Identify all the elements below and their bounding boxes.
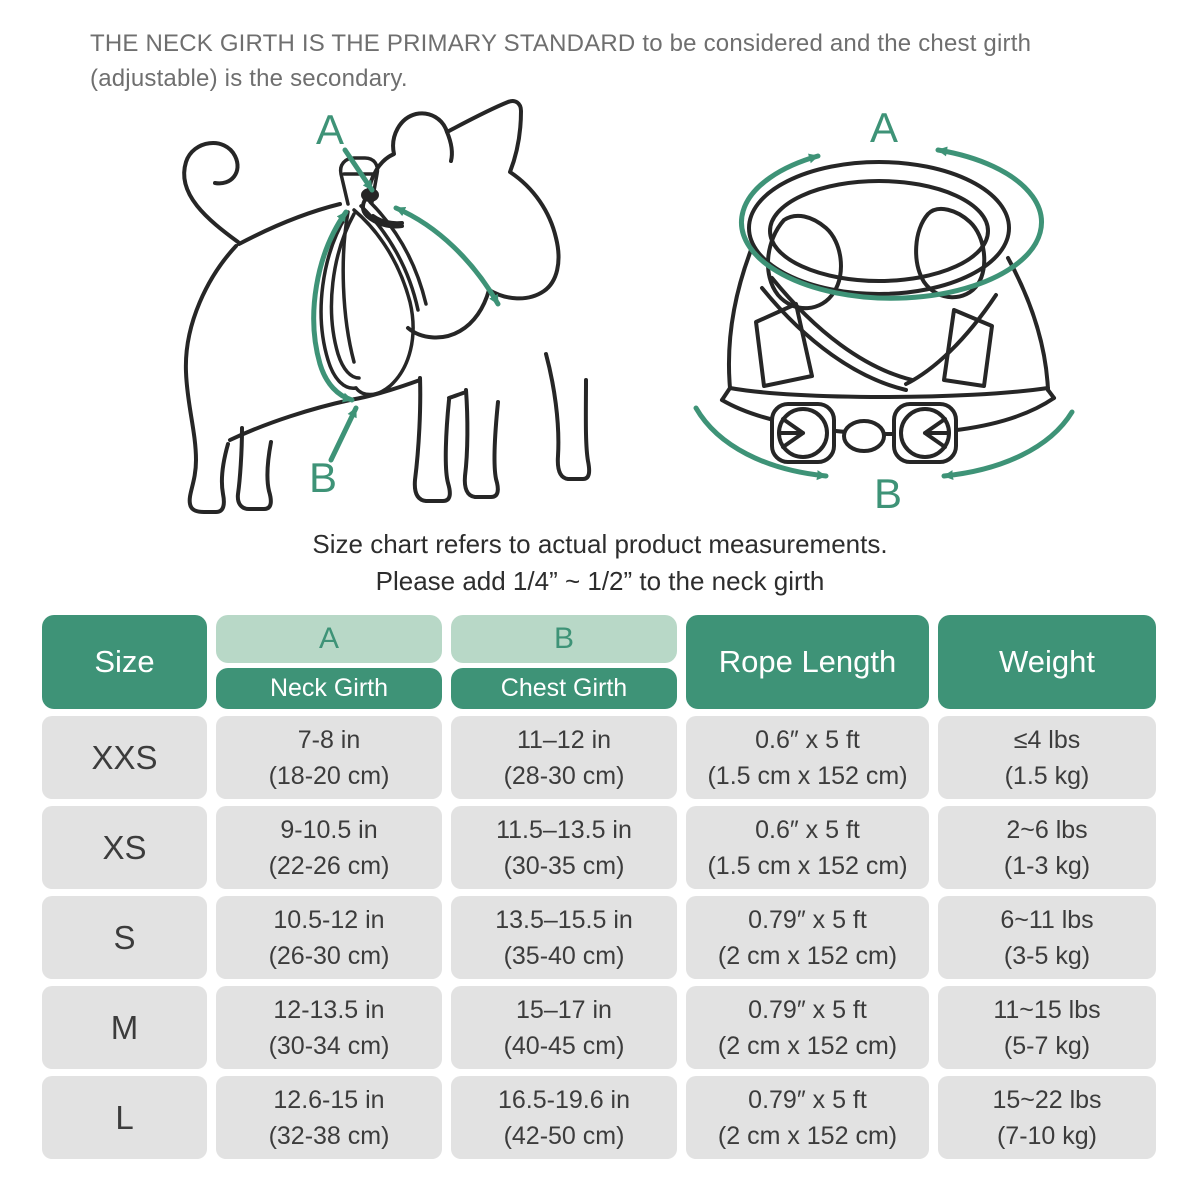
size-cell: XS — [42, 806, 207, 889]
table-row-l — [42, 1076, 1158, 1159]
neck-girth-cell — [216, 716, 442, 799]
chest-girth-inches: 11–12 in — [516, 725, 612, 754]
dog-measurement-illustration — [118, 92, 600, 524]
table-row-m — [42, 986, 1158, 1069]
chest-girth-cm: (28-30 cm) — [503, 761, 625, 790]
rope-length-cm: (1.5 cm x 152 cm) — [707, 851, 908, 880]
weight-lbs: 15~22 lbs — [992, 1085, 1102, 1114]
header-size: Size — [42, 615, 207, 709]
neck-girth-cell — [216, 896, 442, 979]
chest-girth-cm: (42-50 cm) — [503, 1121, 625, 1150]
size-cell: L — [42, 1076, 207, 1159]
harness-measurement-illustration — [666, 90, 1128, 520]
rope-length-cm: (2 cm x 152 cm) — [717, 941, 898, 970]
rope-length-cm: (2 cm x 152 cm) — [717, 1121, 898, 1150]
measure-a-pointer-arrow-icon — [345, 150, 372, 190]
neck-girth-cell — [216, 806, 442, 889]
table-header — [42, 615, 1158, 709]
neck-girth-inches: 7-8 in — [297, 725, 361, 754]
rope-length-cell — [686, 716, 929, 799]
chest-girth-cell — [451, 716, 677, 799]
harness-buckles — [772, 404, 956, 462]
header-neck-girth: Neck Girth — [216, 668, 442, 709]
neck-girth-inches: 12.6-15 in — [273, 1085, 385, 1114]
rope-length-inches: 0.79″ x 5 ft — [748, 905, 867, 934]
rope-length-inches: 0.6″ x 5 ft — [755, 725, 860, 754]
chest-girth-inches: 15–17 in — [516, 995, 612, 1024]
intro-line-1: THE NECK GIRTH IS THE PRIMARY STANDARD to be considered and the chest girth — [90, 30, 1032, 57]
weight-lbs: 11~15 lbs — [993, 995, 1101, 1024]
weight-kg: (3-5 kg) — [1003, 941, 1091, 970]
chest-girth-cm: (30-35 cm) — [503, 851, 625, 880]
rope-length-inches: 0.79″ x 5 ft — [748, 995, 867, 1024]
neck-girth-cm: (18-20 cm) — [268, 761, 390, 790]
harness-label-b: B — [873, 470, 903, 517]
weight-lbs: 2~6 lbs — [1006, 815, 1088, 844]
caption-line-1: Size chart refers to actual product measurements. — [312, 529, 888, 559]
header-weight: Weight — [938, 615, 1156, 709]
weight-cell — [938, 1076, 1156, 1159]
chest-girth-cell — [451, 986, 677, 1069]
rope-length-cm: (1.5 cm x 152 cm) — [707, 761, 908, 790]
neck-girth-cm: (22-26 cm) — [268, 851, 390, 880]
table-row-s — [42, 896, 1158, 979]
chest-girth-inches: 11.5–13.5 in — [496, 815, 632, 844]
header-chest-girth: Chest Girth — [451, 668, 677, 709]
measure-b-pointer-arrow-icon — [331, 408, 356, 460]
weight-cell — [938, 896, 1156, 979]
bottom-girth-right-arrow-icon — [944, 412, 1072, 476]
size-cell: S — [42, 896, 207, 979]
rope-length-cell — [686, 1076, 929, 1159]
rope-length-cell — [686, 896, 929, 979]
dog-harness-outline — [321, 158, 426, 395]
chest-girth-cm: (35-40 cm) — [503, 941, 625, 970]
weight-kg: (5-7 kg) — [1003, 1031, 1091, 1060]
rope-length-cell — [686, 806, 929, 889]
rope-length-inches: 0.79″ x 5 ft — [748, 1085, 867, 1114]
neck-girth-cell — [216, 1076, 442, 1159]
size-table — [42, 615, 1158, 1159]
neck-girth-cm: (26-30 cm) — [268, 941, 390, 970]
intro-line-2: (adjustable) is the secondary. — [90, 65, 408, 92]
caption-line-2: Please add 1/4” ~ 1/2” to the neck girth — [375, 566, 825, 596]
intro-text — [90, 26, 1140, 96]
dog-measurement-annotations — [314, 150, 498, 460]
neck-girth-cm: (32-38 cm) — [268, 1121, 390, 1150]
weight-lbs: 6~11 lbs — [1000, 905, 1094, 934]
rope-length-cell — [686, 986, 929, 1069]
chest-girth-cell — [451, 1076, 677, 1159]
chest-girth-cell — [451, 896, 677, 979]
size-cell: M — [42, 986, 207, 1069]
size-cell: XXS — [42, 716, 207, 799]
chest-girth-inches: 13.5–15.5 in — [495, 905, 633, 934]
harness-label-a: A — [869, 104, 899, 151]
neck-girth-inches: 10.5-12 in — [273, 905, 385, 934]
rope-length-cm: (2 cm x 152 cm) — [717, 1031, 898, 1060]
neck-girth-inches: 9-10.5 in — [280, 815, 378, 844]
neck-girth-inches: 12-13.5 in — [273, 995, 385, 1024]
header-rope-length: Rope Length — [686, 615, 929, 709]
weight-lbs: ≤4 lbs — [1013, 725, 1081, 754]
rope-length-inches: 0.6″ x 5 ft — [755, 815, 860, 844]
weight-kg: (7-10 kg) — [996, 1121, 1098, 1150]
dog-label-b: B — [308, 454, 338, 501]
weight-kg: (1.5 kg) — [1004, 761, 1090, 790]
dog-outline — [184, 101, 589, 512]
header-group-a: A — [216, 615, 442, 663]
table-caption — [0, 526, 1200, 600]
chest-girth-cell — [451, 806, 677, 889]
table-row-xs — [42, 806, 1158, 889]
weight-kg: (1-3 kg) — [1003, 851, 1091, 880]
neck-girth-cm: (30-34 cm) — [268, 1031, 390, 1060]
neck-girth-cell — [216, 986, 442, 1069]
weight-cell — [938, 986, 1156, 1069]
dog-label-a: A — [315, 106, 345, 153]
weight-cell — [938, 716, 1156, 799]
chest-girth-inches: 16.5-19.6 in — [497, 1085, 631, 1114]
harness-measurement-annotations — [696, 150, 1072, 476]
chest-girth-cm: (40-45 cm) — [503, 1031, 625, 1060]
weight-cell — [938, 806, 1156, 889]
header-group-b: B — [451, 615, 677, 663]
table-row-xxs — [42, 716, 1158, 799]
neck-opening-girth-arrow-icon — [741, 150, 1041, 298]
